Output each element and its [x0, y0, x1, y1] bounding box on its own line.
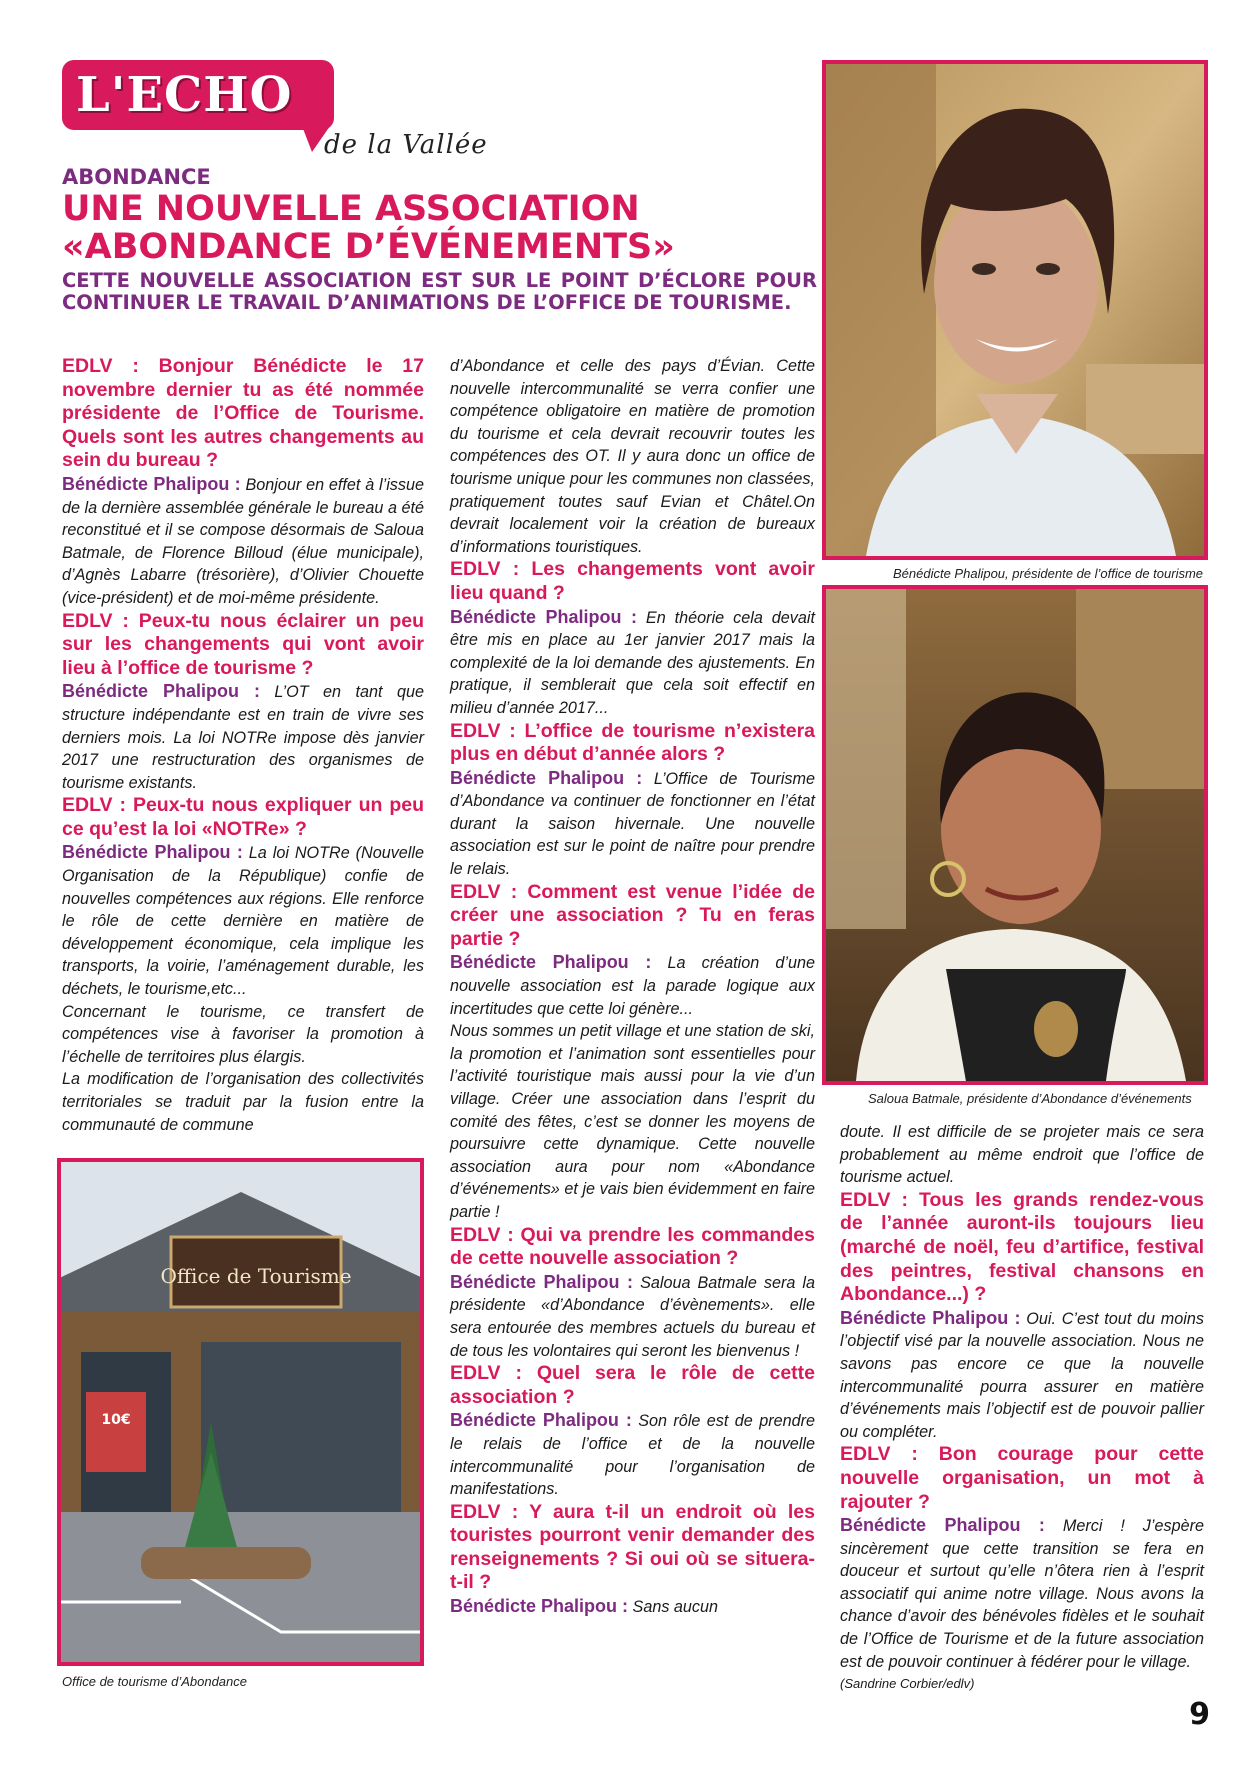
- kicker: ABONDANCE: [62, 165, 211, 189]
- speaker-label: Bénédicte Phalipou :: [62, 473, 241, 494]
- answer-11: Merci ! J’espère sincèrement que cette transition se fera en douceur et surtout qu’elle n’ôtera rien à l’esprit associatif qui anime notre village. Nous avons la chance d’avoir des bénévoles fidèles et le souhait de l’Office de Tourisme et de la future association est de pouvoir continuer à fédérer pour le village.: [840, 1517, 1204, 1671]
- answer-9: Sans aucun: [628, 1598, 719, 1617]
- photo-benedicte-caption: Bénédicte Phalipou, présidente de l’office de tourisme: [893, 566, 1204, 581]
- speaker-label: Bénédicte Phalipou :: [450, 606, 637, 627]
- portrait-benedicte-image: [826, 64, 1204, 556]
- answer-5: L’Office de Tourisme d’Abondance va continuer de fonctionner en l’état durant la saison hivernale. Une nouvelle association est sur le point de naître pour prendre le relais.: [450, 769, 815, 879]
- question-11: EDLV : Bon courage pour cette nouvelle organisation, un mot à rajouter ?: [840, 1443, 1204, 1513]
- answer-3-paragraph-3: La modification de l’organisation des collectivités territoriales se traduit par la fusion entre la communauté de commune: [62, 1070, 424, 1134]
- article-title: UNE NOUVELLE ASSOCIATION «ABONDANCE D’ÉVÉNEMENTS»: [62, 189, 675, 267]
- question-6: EDLV : Comment est venue l’idée de créer une association ? Tu en feras partie ?: [450, 880, 815, 950]
- photo-saloua-caption: Saloua Batmale, présidente d’Abondance d’événements: [868, 1091, 1192, 1106]
- page-number: 9: [1189, 1697, 1210, 1732]
- office-sign-text: Office de Tourisme: [160, 1264, 352, 1288]
- answer-2: L’OT en tant que structure indépendante est en train de vivre ses derniers mois. La loi NOTRe impose dès janvier 2017 une restructuration des organismes de tourisme existants.: [62, 683, 424, 792]
- article-column-1: [62, 355, 424, 1136]
- speaker-label: Bénédicte Phalipou :: [450, 1596, 629, 1617]
- speaker-label: Bénédicte Phalipou :: [62, 842, 243, 863]
- answer-1: Bonjour en effet à l’issue de la dernière assemblée générale le bureau a été reconstitué et il se compose désormais de Saloua Batmale, de Florence Billoud (élue municipale), d’Agnès Labarre (trésorière), d’Olivier Chouette (vice-président) et de moi-même présidente.: [62, 475, 424, 607]
- speaker-label: Bénédicte Phalipou :: [450, 767, 643, 788]
- question-1: EDLV : Bonjour Bénédicte le 17 novembre dernier tu as été nommée présidente de l’Office de Tourisme. Quels sont les autres changements au sein du bureau ?: [62, 355, 424, 472]
- answer-3: La loi NOTRe (Nouvelle Organisation de la République) confie de nouvelles compétences aux régions. Elle renforce le rôle de cette dernière en matière de développement économique, cela implique les transports, la voirie, l’aménagement durable, les déchets, le tourisme,etc...: [62, 844, 424, 999]
- logo-subtitle: de la Vallée: [324, 130, 488, 160]
- article-column-3: [840, 1121, 1204, 1696]
- photo-benedicte: [822, 60, 1208, 560]
- answer-6-paragraph-2: Nous sommes un petit village et une station de ski, la promotion et l’animation sont essentielles pour l’activité touristique mais aussi pour la vie d’un village. Créer une association dans l’esprit du comité des fêtes, c’est se donner les moyens de poursuivre cette dynamique. Cette nouvelle association aura pour nom «Abondance d’événements» et je vais bien évidemment en faire partie !: [450, 1022, 815, 1221]
- speaker-label: Bénédicte Phalipou :: [450, 1271, 634, 1292]
- price-tag-text: 10€: [101, 1412, 131, 1428]
- speaker-label: Bénédicte Phalipou :: [62, 681, 260, 702]
- answer-9-continued: doute. Il est difficile de se projeter mais ce sera probablement au même endroit que l’office de tourisme actuel.: [840, 1123, 1204, 1187]
- photo-office-caption: Office de tourisme d’Abondance: [62, 1674, 247, 1689]
- answer-3-paragraph-2: Concernant le tourisme, ce transfert de compétences vise à favoriser la promotion à l’échelle de territoires plus élargis.: [62, 1002, 424, 1066]
- answer-10: Oui. C’est tout du moins l’objectif visé par la nouvelle association. Nous ne savons pas encore ce que la nouvelle intercommunalité pourra assurer en matière d’événements mais l’objectif est de pouvoir pallier ou compléter.: [840, 1309, 1204, 1441]
- question-5: EDLV : L’office de tourisme n’existera plus en début d’année alors ?: [450, 719, 815, 766]
- question-10: EDLV : Tous les grands rendez-vous de l’année auront-ils toujours lieu (marché de noël, feu d’artifice, festival des peintres, festival chansons en Abondance...) ?: [840, 1188, 1204, 1306]
- office-building-image: [61, 1162, 420, 1662]
- portrait-saloua-image: [826, 589, 1204, 1081]
- speaker-label: Bénédicte Phalipou :: [840, 1307, 1021, 1328]
- article-column-2: [450, 355, 815, 1619]
- answer-6: La création d’une nouvelle association est la parade logique aux incertitudes que cette loi génère...: [450, 954, 815, 1018]
- answer-3-continued: d’Abondance et celle des pays d’Évian. Cette nouvelle intercommunalité se verra confier une compétence obligatoire en matière de promotion du tourisme et cela devrait recouvrir toutes les compétences des OT. Il y aura donc un office de tourisme unique pour les communes non classées, pratiquement toutes sauf Evian et Châtel.On devrait localement voir la création de bureaux d’informations touristiques.: [450, 357, 815, 556]
- speaker-label: Bénédicte Phalipou :: [450, 1410, 632, 1431]
- author-signature: (Sandrine Corbier/edlv): [840, 1676, 975, 1692]
- question-4: EDLV : Les changements vont avoir lieu quand ?: [450, 558, 815, 604]
- speaker-label: Bénédicte Phalipou :: [450, 952, 652, 973]
- speaker-label: Bénédicte Phalipou :: [840, 1515, 1045, 1536]
- answer-8: Son rôle est de prendre le relais de l’office et de la nouvelle intercommunalité pour l’organisation de manifestations.: [450, 1412, 815, 1499]
- article-subtitle: CETTE NOUVELLE ASSOCIATION EST SUR LE POINT D’ÉCLORE POUR CONTINUER LE TRAVAIL D’ANIMATIONS DE L’OFFICE DE TOURISME.: [62, 269, 817, 314]
- photo-office-tourisme: [57, 1158, 424, 1666]
- logo: [62, 60, 334, 130]
- question-9: EDLV : Y aura t-il un endroit où les touristes pourront venir demander des renseignements ? Si oui où se situera-t-il ?: [450, 1500, 815, 1594]
- question-8: EDLV : Quel sera le rôle de cette association ?: [450, 1362, 815, 1408]
- question-7: EDLV : Qui va prendre les commandes de cette nouvelle association ?: [450, 1223, 815, 1270]
- answer-4: En théorie cela devait être mis en place au 1er janvier 2017 mais la complexité de la loi demande des ajustements. En pratique, il semblerait que cela soit effectif en milieu d’année 2017...: [450, 608, 815, 717]
- question-2: EDLV : Peux-tu nous éclairer un peu sur les changements qui vont avoir lieu à l’office de tourisme ?: [62, 609, 424, 679]
- question-3: EDLV : Peux-tu nous expliquer un peu ce qu’est la loi «NOTRe» ?: [62, 794, 424, 840]
- logo-main-text: L'ECHO: [76, 67, 293, 123]
- photo-saloua: [822, 585, 1208, 1085]
- answer-7: Saloua Batmale sera la présidente «d’Abondance d’évènements». elle sera entourée des membres actuels du bureau et de tous les volontaires qui seront les bienvenus !: [450, 1273, 815, 1360]
